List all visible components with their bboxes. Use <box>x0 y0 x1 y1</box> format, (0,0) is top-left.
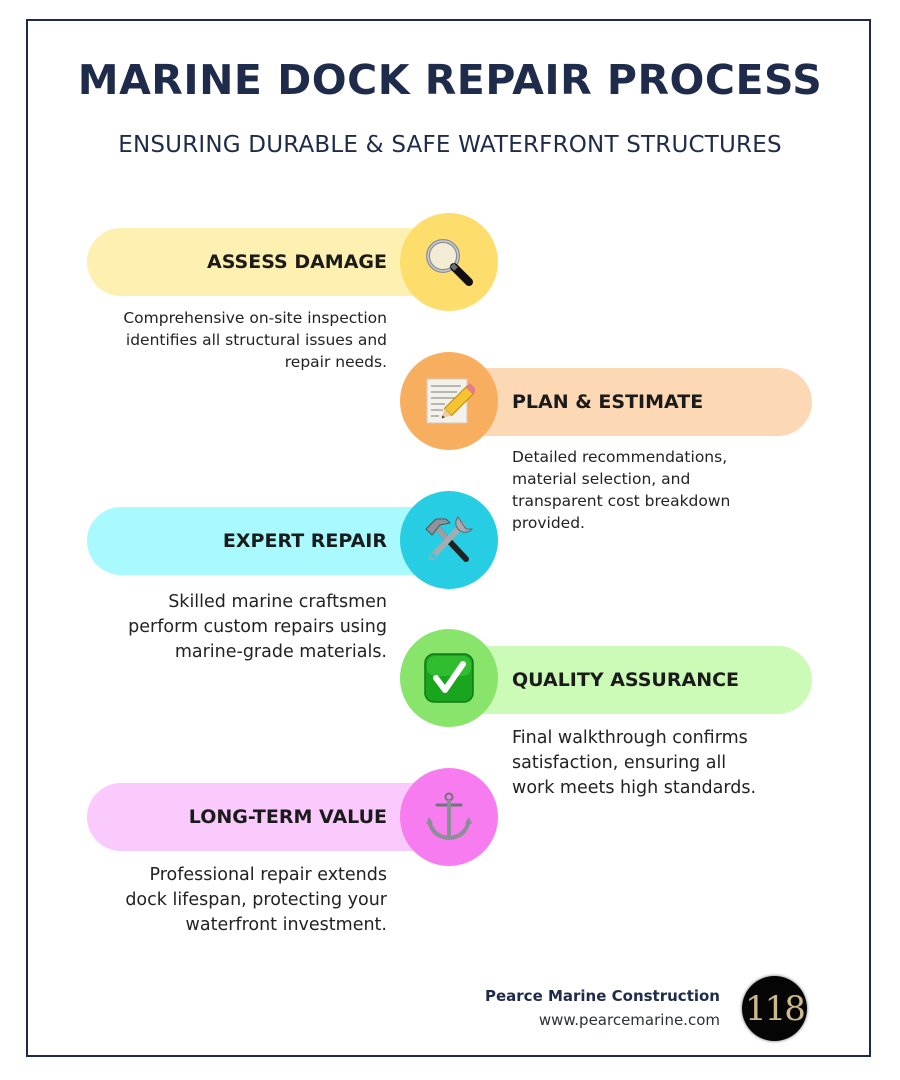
description-line: Comprehensive on-site inspection <box>123 309 387 327</box>
page-title: MARINE DOCK REPAIR PROCESS <box>77 56 823 104</box>
step-quality-assurance-description <box>512 726 782 801</box>
anchor-icon <box>423 791 475 843</box>
description-line: work meets high standards. <box>512 778 757 798</box>
step-assess-damage-description <box>87 307 387 373</box>
step-plan-estimate-description <box>512 446 782 534</box>
check-mark-icon <box>423 652 475 704</box>
description-line: identifies all structural issues and <box>125 331 387 349</box>
step-plan-estimate-banner <box>449 368 812 436</box>
step-expert-repair-banner <box>87 507 449 575</box>
description-line: waterfront investment. <box>185 915 387 935</box>
description-line: Final walkthrough confirms <box>512 728 748 748</box>
step-long-term-value-banner <box>87 783 449 851</box>
logo-text: 118 <box>745 988 804 1029</box>
description-line: satisfaction, ensuring all <box>512 753 727 773</box>
description-line: Skilled marine craftsmen <box>168 592 387 612</box>
company-logo <box>742 976 807 1041</box>
step-label: QUALITY ASSURANCE <box>512 669 740 691</box>
step-assess-damage-icon-badge <box>400 213 498 311</box>
step-quality-assurance-banner <box>449 646 812 714</box>
description-line: dock lifespan, protecting your <box>125 890 387 910</box>
step-label: ASSESS DAMAGE <box>207 251 387 273</box>
step-label: EXPERT REPAIR <box>222 530 387 552</box>
step-long-term-value-icon-badge <box>400 768 498 866</box>
description-line: material selection, and <box>512 470 691 488</box>
description-line: Professional repair extends <box>149 865 387 885</box>
step-label: LONG-TERM VALUE <box>188 806 387 828</box>
step-long-term-value-description <box>87 863 387 938</box>
description-line: marine-grade materials. <box>174 642 387 662</box>
company-website-link[interactable]: www.pearcemarine.com <box>538 1011 720 1029</box>
description-line: Detailed recommendations, <box>512 448 728 466</box>
step-plan-estimate-icon-badge <box>400 352 498 450</box>
step-assess-damage-banner <box>87 228 449 296</box>
description-line: repair needs. <box>284 353 387 371</box>
memo-pencil-icon <box>423 375 475 427</box>
magnifying-glass-icon <box>421 234 477 290</box>
page-subtitle: ENSURING DURABLE & SAFE WATERFRONT STRUCTURES <box>118 132 782 158</box>
step-quality-assurance-icon-badge <box>400 629 498 727</box>
company-name: Pearce Marine Construction <box>485 987 720 1005</box>
description-line: transparent cost breakdown <box>512 492 731 510</box>
description-line: perform custom repairs using <box>128 617 387 637</box>
hammer-wrench-icon <box>422 513 476 567</box>
step-expert-repair-description <box>87 590 387 665</box>
step-expert-repair-icon-badge <box>400 491 498 589</box>
step-label: PLAN & ESTIMATE <box>512 391 704 413</box>
description-line: provided. <box>512 514 585 532</box>
